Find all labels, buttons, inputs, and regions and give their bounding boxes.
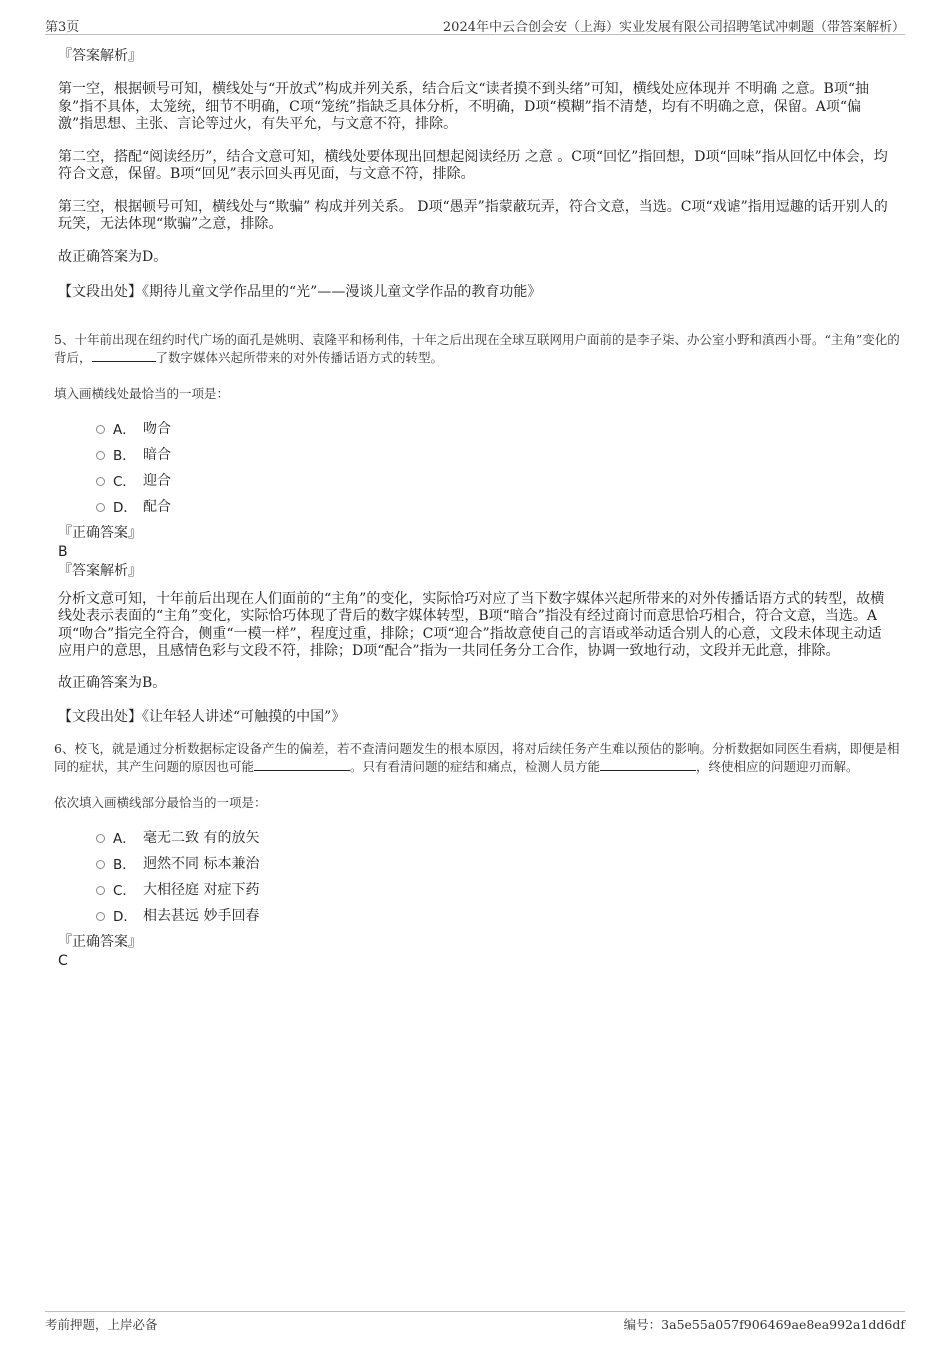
- q6-correct-tag: 『正确答案』: [58, 933, 142, 950]
- footer-slogan: 考前押题，上岸必备: [45, 1317, 158, 1332]
- q5-options: [96, 415, 900, 519]
- q6-options: [96, 824, 900, 928]
- q5-source: 【文段出处】《让年轻人讲述“可触摸的中国”》: [58, 709, 346, 725]
- radio-icon[interactable]: [96, 886, 105, 895]
- page-content: [54, 46, 900, 970]
- q5-conclusion: 故正确答案为B。: [58, 674, 167, 691]
- page-header: [45, 14, 905, 35]
- q6-option-d[interactable]: [96, 902, 900, 928]
- radio-icon[interactable]: [96, 477, 105, 486]
- page-footer: [45, 1311, 905, 1334]
- option-text: 迥然不同 标本兼治: [143, 855, 260, 872]
- q5-option-b[interactable]: [96, 441, 900, 467]
- q6-stem-part2: 。只有看清问题的症结和痛点，检测人员方能: [350, 758, 601, 774]
- option-letter: C．: [113, 882, 136, 899]
- q6-blank-2: [600, 758, 696, 771]
- q5-stem: [54, 331, 900, 367]
- q6-prompt: 依次填入画横线部分最恰当的一项是：: [54, 794, 267, 810]
- q5-prompt: 填入画横线处最恰当的一项是：: [54, 385, 230, 401]
- document-code: 编号：3a5e55a057f906469ae8ea992a1dd6df: [623, 1317, 905, 1332]
- q5-option-a[interactable]: [96, 415, 900, 441]
- option-text: 吻合: [143, 420, 171, 437]
- radio-icon[interactable]: [96, 425, 105, 434]
- option-text: 迎合: [143, 472, 171, 489]
- q6-stem-part1: 6、校飞，就是通过分析数据标定设备产生的偏差，若不查清问题发生的根本原因，将对后续任务产生难以预估的影响。分析数据如同医生看病，即便是相同的症状，其产生问题的原因也可能: [54, 740, 900, 774]
- radio-icon[interactable]: [96, 834, 105, 843]
- q5-option-c[interactable]: [96, 467, 900, 493]
- option-letter: D．: [113, 908, 137, 925]
- q6-stem-part3: ，终使相应的问题迎刃而解。: [696, 758, 859, 774]
- q5-stem-part1: 5、十年前出现在纽约时代广场的面孔是姚明、袁隆平和杨利伟，十年之后出现在全球互联网用户面前的是李子柒、办公室小野和滇西小哥。“主角”变化的背后，: [54, 331, 900, 365]
- radio-icon[interactable]: [96, 860, 105, 869]
- q4-analysis-p2: 第二空，搭配“阅读经历”，结合文意可知，横线处要体现出回想起阅读经历 之意 。C项“回忆”指回想，D项“回味”指从回忆中体会，均符合文意，保留。B项“回见”表示回头再见面，与文意不符，排除。: [58, 148, 888, 182]
- q4-analysis-p3: 第三空，根据顿号可知，横线处与“欺骗” 构成并列关系。 D项“愚弄”指蒙蔽玩弄，符合文意，当选。C项“戏谑”指用逗趣的话开别人的玩笑，无法体现“欺骗”之意，排除。: [58, 198, 888, 232]
- option-text: 大相径庭 对症下药: [143, 881, 260, 898]
- q6-stem: [54, 740, 900, 776]
- q6-option-b[interactable]: [96, 850, 900, 876]
- q5-analysis-tag: 『答案解析』: [58, 562, 142, 579]
- option-letter: D．: [113, 499, 137, 516]
- option-letter: C．: [113, 473, 136, 490]
- q6-blank-1: [254, 758, 350, 771]
- option-text: 配合: [143, 498, 171, 515]
- option-letter: A．: [113, 421, 136, 438]
- page-number: 第3页: [45, 20, 80, 35]
- option-text: 暗合: [143, 446, 171, 463]
- option-letter: A．: [113, 830, 136, 847]
- q4-conclusion: 故正确答案为D。: [58, 248, 168, 265]
- document-title: 2024年中云合创会安（上海）实业发展有限公司招聘笔试冲刺题（带答案解析）: [442, 20, 905, 35]
- radio-icon[interactable]: [96, 503, 105, 512]
- q4-analysis-tag: 『答案解析』: [58, 48, 142, 64]
- q6-option-a[interactable]: [96, 824, 900, 850]
- q5-correct-answer: B: [58, 543, 68, 560]
- q4-source: 【文段出处】《期待儿童文学作品里的“光”——漫谈儿童文学作品的教育功能》: [58, 284, 542, 300]
- option-text: 毫无二致 有的放矢: [143, 829, 260, 846]
- option-text: 相去甚远 妙手回春: [143, 907, 260, 924]
- q5-correct-tag: 『正确答案』: [58, 524, 142, 541]
- q4-analysis-p1: 第一空，根据顿号可知，横线处与“开放式”构成并列关系，结合后文“读者摸不到头绪”可知，横线处应体现并 不明确 之意。B项“抽象”指不具体，太笼统，细节不明确，C项“笼统”指缺乏具体分析，不明确，D项“模糊”指不清楚，均有不明确之意，保留。A项“偏激”指思想、主张、言论等过火，有失平允，与文意不符，排除。: [58, 81, 869, 132]
- radio-icon[interactable]: [96, 451, 105, 460]
- q5-blank: [92, 349, 156, 362]
- q5-stem-part2: 了数字媒体兴起所带来的对外传播话语方式的转型。: [155, 349, 444, 365]
- q6-option-c[interactable]: [96, 876, 900, 902]
- option-letter: B．: [113, 856, 136, 873]
- radio-icon[interactable]: [96, 912, 105, 921]
- q6-correct-answer: C: [58, 952, 68, 969]
- option-letter: B．: [113, 447, 136, 464]
- q5-option-d[interactable]: [96, 493, 900, 519]
- q5-analysis: 分析文意可知，十年前后出现在人们面前的“主角”的变化，实际恰巧对应了当下数字媒体兴起所带来的对外传播话语方式的转型，故横线处表示表面的“主角”变化，实际恰巧体现了背后的数字媒体转型，B项“暗合”指没有经过商讨而意思恰巧相合，符合文意，当选。A项“吻合”指完全符合，侧重“一模一样”，程度过重，排除；C项“迎合”指故意使自己的言语或举动适合别人的心意，文段未体现主动适应用户的意思，且感情色彩与文段不符，排除；D项“配合”指为一共同任务分工合作，协调一致地行动，文段并无此意，排除。: [58, 590, 885, 659]
